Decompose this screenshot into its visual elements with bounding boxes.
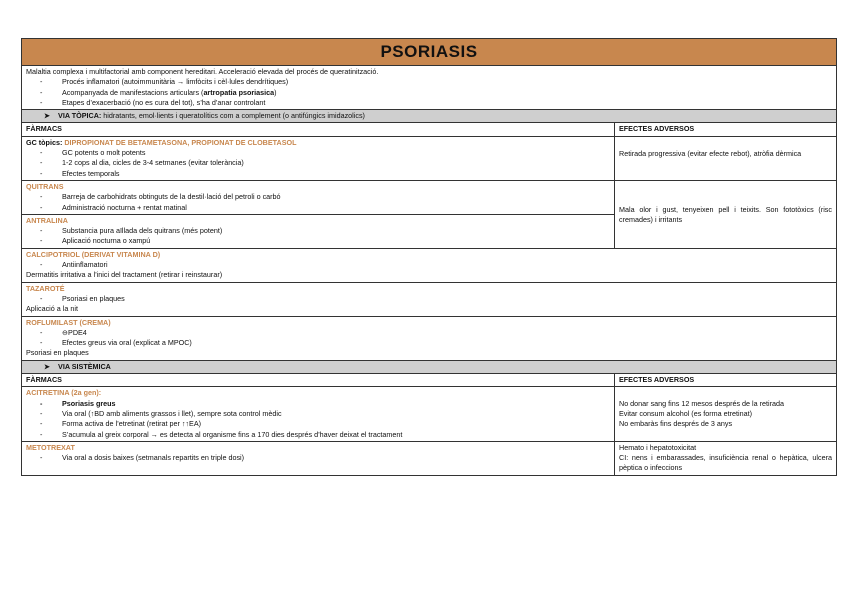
sistemica-section — [22, 360, 837, 373]
intro-bullet-2-bold: artropatia psoriasica — [203, 87, 275, 97]
tazarote-row — [22, 282, 837, 316]
intro-row — [22, 66, 837, 110]
gc-row — [22, 136, 837, 180]
metotrexat-name: METOTREXAT — [26, 442, 75, 452]
acitretina-bullet-4: - S’acumula al greix corporal → es detecta al organisme fins a 170 dies després d’haver deixat el tractament — [26, 430, 610, 440]
document-page — [21, 38, 836, 476]
metotrexat-adverse — [615, 441, 837, 475]
gc-bullet-2: - 1-2 cops al dia, cicles de 3-4 setmanes (evitar tolerància) — [26, 158, 610, 168]
antralina-name: ANTRALINA — [26, 215, 68, 225]
intro-bullet-2 — [26, 88, 832, 98]
arrow-icon: ➤ — [44, 111, 51, 121]
quitrans-bullet-2: - Administració nocturna + rentat matinal — [26, 203, 610, 213]
gc-heading — [26, 138, 610, 148]
psoriasis-table — [21, 38, 837, 476]
metotrexat-adverse-2: CI: nens i embarassades, insuficiència renal o hepàtica, ulcera pèptica o infeccions — [619, 453, 832, 473]
acitretina-row — [22, 387, 837, 441]
acitretina-bullet-2: - Via oral (↑BD amb aliments grassos i llet), sempre sota control mèdic — [26, 409, 610, 419]
acitretina-bullet-3: - Forma activa de l’etretinat (retirat per ↑↑EA) — [26, 419, 610, 429]
calcipotriol-name: CALCIPOTRIOL (DERIVAT VITAMINA D) — [26, 249, 161, 259]
calcipotriol-row — [22, 248, 837, 282]
metotrexat-adverse-1: Hemato i hepatotoxicitat — [619, 442, 697, 452]
gc-names: DIPROPIONAT DE BETAMETASONA, PROPIONAT DE CLOBETASOL — [62, 137, 297, 147]
acitretina-bullet-1: - Psoriasis greus — [26, 399, 610, 409]
intro-bullet-1: - Procés inflamatori (autoimmunitària → limfòcits i cèl·lules dendrítiques) — [26, 77, 832, 87]
sistemica-section-row — [22, 360, 837, 373]
quitrans-name: QUITRANS — [26, 181, 64, 191]
arrow-icon: ➤ — [44, 361, 51, 371]
roflumilast-row — [22, 316, 837, 360]
efectes-header: EFECTES ADVERSOS — [615, 374, 837, 387]
gc-bullet-1: - GC potents o molt potents — [26, 148, 610, 158]
intro-cell — [22, 66, 837, 110]
sistemica-title: VIA SISTÈMICA — [58, 361, 111, 371]
metotrexat-row — [22, 441, 837, 475]
header-row-sistemica — [22, 374, 837, 387]
topica-text: hidratants, emol·lients i queratolítics com a complement (o antifúngics imidazolics) — [101, 111, 365, 121]
tazarote-note: Aplicació a la nit — [26, 304, 78, 314]
topica-section — [22, 110, 837, 123]
efectes-header: EFECTES ADVERSOS — [615, 123, 837, 136]
antralina-bullet-2: - Aplicació nocturna o xampú — [26, 236, 610, 246]
intro-bullet-2-pre: Acompanyada de manifestacions articulars ( — [62, 87, 204, 97]
acitretina-adverse-3: No embaràs fins després de 3 anys — [619, 419, 733, 429]
header-row-topica — [22, 123, 837, 136]
topica-title: VIA TÒPICA: — [58, 111, 102, 121]
gc-cell — [22, 136, 615, 180]
acitretina-adverse — [615, 387, 837, 441]
gc-label: GC tòpics: — [26, 137, 63, 147]
intro-bullet-2-post: ) — [274, 87, 277, 97]
farmacs-header: FÀRMACS — [22, 123, 615, 136]
antralina-cell — [22, 214, 615, 248]
quitrans-adverse: Mala olor i gust, tenyeixen pell i teixits. Son fototòxics (risc cremades) i irritants — [615, 180, 837, 248]
acitretina-adverse-2: Evitar consum alcohol (es forma etretinat) — [619, 408, 753, 418]
quitrans-row — [22, 180, 837, 214]
roflumilast-cell — [22, 316, 837, 360]
quitrans-bullet-1: - Barreja de carbohidrats obtinguts de la destil·lació del petroli o carbó — [26, 192, 610, 202]
roflumilast-bullet-2: - Efectes greus via oral (explicat a MPOC) — [26, 338, 832, 348]
tazarote-cell — [22, 282, 837, 316]
gc-adverse: Retirada progressiva (evitar efecte rebot), atròfia dèrmica — [615, 136, 837, 180]
acitretina-name: ACITRETINA (2a gen): — [26, 388, 102, 398]
antralina-bullet-1: - Substancia pura aïllada dels quitrans (més potent) — [26, 226, 610, 236]
farmacs-header: FÀRMACS — [22, 374, 615, 387]
metotrexat-cell — [22, 441, 615, 475]
topica-section-row — [22, 110, 837, 123]
tazarote-name: TAZAROTÉ — [26, 283, 65, 293]
quitrans-cell — [22, 180, 615, 214]
title-row — [22, 39, 837, 66]
intro-bullet-3: - Etapes d’exacerbació (no es cura del tot), s’ha d’anar controlant — [26, 98, 832, 108]
metotrexat-bullet-1: - Via oral a dosis baixes (setmanals repartits en triple dosi) — [26, 453, 610, 463]
calcipotriol-cell — [22, 248, 837, 282]
intro-text: Malaltia complexa i multifactorial amb component hereditari. Acceleració elevada del procés de queratinització. — [26, 67, 379, 76]
roflumilast-bullet-1: - ⊖PDE4 — [26, 328, 832, 338]
calcipotriol-bullet-1: - Antiinflamatori — [26, 260, 832, 270]
acitretina-adverse-1: No donar sang fins 12 mesos després de la retirada — [619, 398, 785, 408]
gc-bullet-3: - Efectes temporals — [26, 169, 610, 179]
tazarote-bullet-1: - Psoriasi en plaques — [26, 294, 832, 304]
page-title: PSORIASIS — [22, 39, 837, 66]
roflumilast-note: Psoriasi en plaques — [26, 348, 89, 358]
acitretina-cell — [22, 387, 615, 441]
roflumilast-name: ROFLUMILAST (CREMA) — [26, 317, 111, 327]
calcipotriol-note: Dermatitis irritativa a l’inici del tractament (retirar i reinstaurar) — [26, 270, 223, 280]
